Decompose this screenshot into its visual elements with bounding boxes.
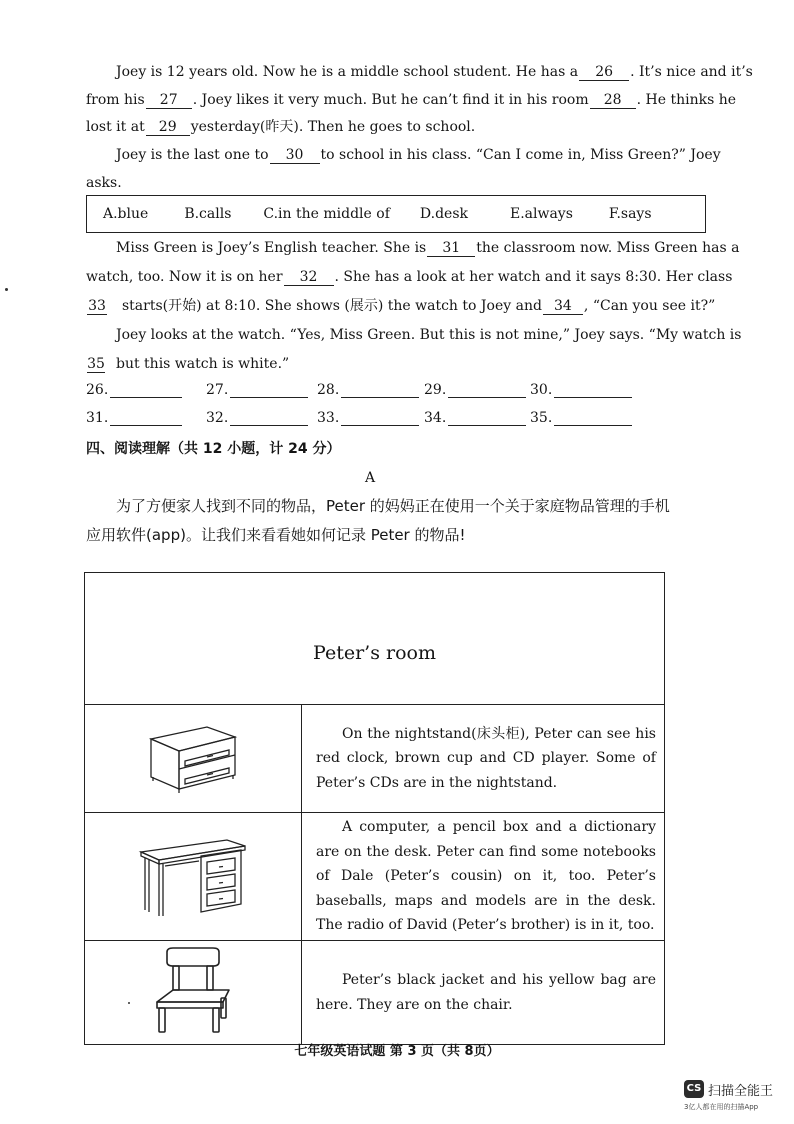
text: lost it at [86,119,145,135]
intro-line: 应用软件(app)。让我们来看看她如何记录 Peter 的物品! [86,526,466,544]
row-description [302,705,665,813]
cloze-line [86,267,733,287]
text: . It’s nice and it’s [630,64,753,80]
cloze-line [86,117,716,137]
answer-label: 30. [530,382,553,398]
desk-image [85,813,302,941]
cloze-line [86,238,740,258]
word-choice-box [86,195,706,233]
answer-label: 27. [206,382,229,398]
text: starts(开始) at 8:10. She shows (展示) the watch to Joey and [122,298,542,314]
table-row [85,813,665,941]
blank-29: 29 [146,120,190,136]
answer-slot[interactable] [424,410,526,426]
text: the classroom now. Miss Green has a [476,240,740,256]
answer-label: 32. [206,410,229,426]
text: from his [86,92,145,108]
answer-label: 28. [317,382,340,398]
chair-text: Peter’s black jacket and his yellow bag are here. They are on the chair. [316,972,656,1013]
answer-slot[interactable] [317,410,419,426]
blank-32: 32 [284,270,334,286]
camscanner-logo-icon: CS [684,1080,704,1098]
blank-26: 26 [579,65,629,81]
speck [128,1002,130,1004]
choice-f: F.says [608,206,652,222]
text: Joey looks at the watch. “Yes, Miss Green. But this is not mine,” Joey says. “My watch is [116,327,742,343]
peters-room-table [84,572,665,1045]
blank-31: 31 [427,241,475,257]
answer-slot[interactable] [530,410,632,426]
text: Joey is 12 years old. Now he is a middle school student. He has a [116,64,579,80]
answer-slot[interactable] [86,410,182,426]
answer-label: 26. [86,382,109,398]
scanner-tagline: 3亿人都在用的扫描App [684,1103,759,1111]
nightstand-text: On the nightstand(床头柜), Peter can see his red clock, brown cup and CD player. Some of Peter’s CDs are in the nightstand. [316,725,656,791]
answer-label: 29. [424,382,447,398]
answer-slot[interactable] [317,382,419,398]
table-row [85,941,665,1045]
blank-28: 28 [590,93,636,109]
intro-line: 为了方便家人找到不同的物品，Peter 的妈妈正在使用一个关于家庭物品管理的手机 [116,497,670,515]
desk-text: A computer, a pencil box and a dictionary are on the desk. Peter can find some notebooks of Dale (Peter’s cousin) on it, too. Peter’s baseballs, maps and models are in the desk. The radio of David (Peter’s brother) is in it, too. [316,819,656,934]
blank-33: 33 [88,298,106,314]
cloze-line [86,145,721,165]
section-title: 四、阅读理解（共 12 小题，计 24 分） [86,441,341,457]
answer-slot[interactable] [424,382,526,398]
table-title: Peter’s room [85,573,665,705]
text: . He thinks he [636,92,737,108]
text: , “Can you see it?” [583,298,716,314]
text: . Joey likes it very much. But he can’t find it in his room [192,92,589,108]
choice-e: E.always [509,206,573,222]
blank-34: 34 [543,299,583,315]
choice-d: D.desk [419,206,468,222]
blank-35: 35 [87,356,105,372]
table-row [85,705,665,813]
row-description [302,813,665,941]
answer-label: 34. [424,410,447,426]
text: to school in his class. “Can I come in, Miss Green?” Joey [320,147,721,163]
answer-slot[interactable] [530,382,632,398]
speck [5,288,8,291]
answer-label: 33. [317,410,340,426]
cloze-line [86,354,716,374]
text: . She has a look at her watch and it says 8:30. Her class [334,269,733,285]
blank-27: 27 [146,93,192,109]
chair-image [85,941,302,1045]
cloze-line [86,62,753,82]
choice-c: C.in the middle of [263,206,390,222]
nightstand-image [85,705,302,813]
text: asks. [86,175,122,191]
text: watch, too. Now it is on her [86,269,283,285]
nightstand-icon [143,717,243,797]
answer-slot[interactable] [206,410,308,426]
scanner-name: 扫描全能王 [708,1084,774,1099]
cloze-line [86,325,742,345]
scanner-watermark [684,1078,788,1118]
page-footer: 七年级英语试题 第 3 页（共 8页） [294,1044,500,1059]
answer-label: 31. [86,410,109,426]
answer-slot[interactable] [206,382,308,398]
cloze-line [86,173,716,193]
row-description [302,941,665,1045]
cloze-line [86,296,716,316]
answer-label: 35. [530,410,553,426]
text: but this watch is white.” [116,356,290,372]
chair-icon [153,946,233,1036]
choice-b: B.calls [184,206,232,222]
text: yesterday(昨天). Then he goes to school. [190,119,476,135]
choice-a: A.blue [103,206,149,222]
blank-30: 30 [270,148,320,164]
text: Joey is the last one to [116,147,269,163]
text: Miss Green is Joey’s English teacher. She is [116,240,427,256]
passage-letter: A [364,470,376,486]
answer-slot[interactable] [86,382,182,398]
cloze-line [86,90,737,110]
desk-icon [135,830,251,920]
